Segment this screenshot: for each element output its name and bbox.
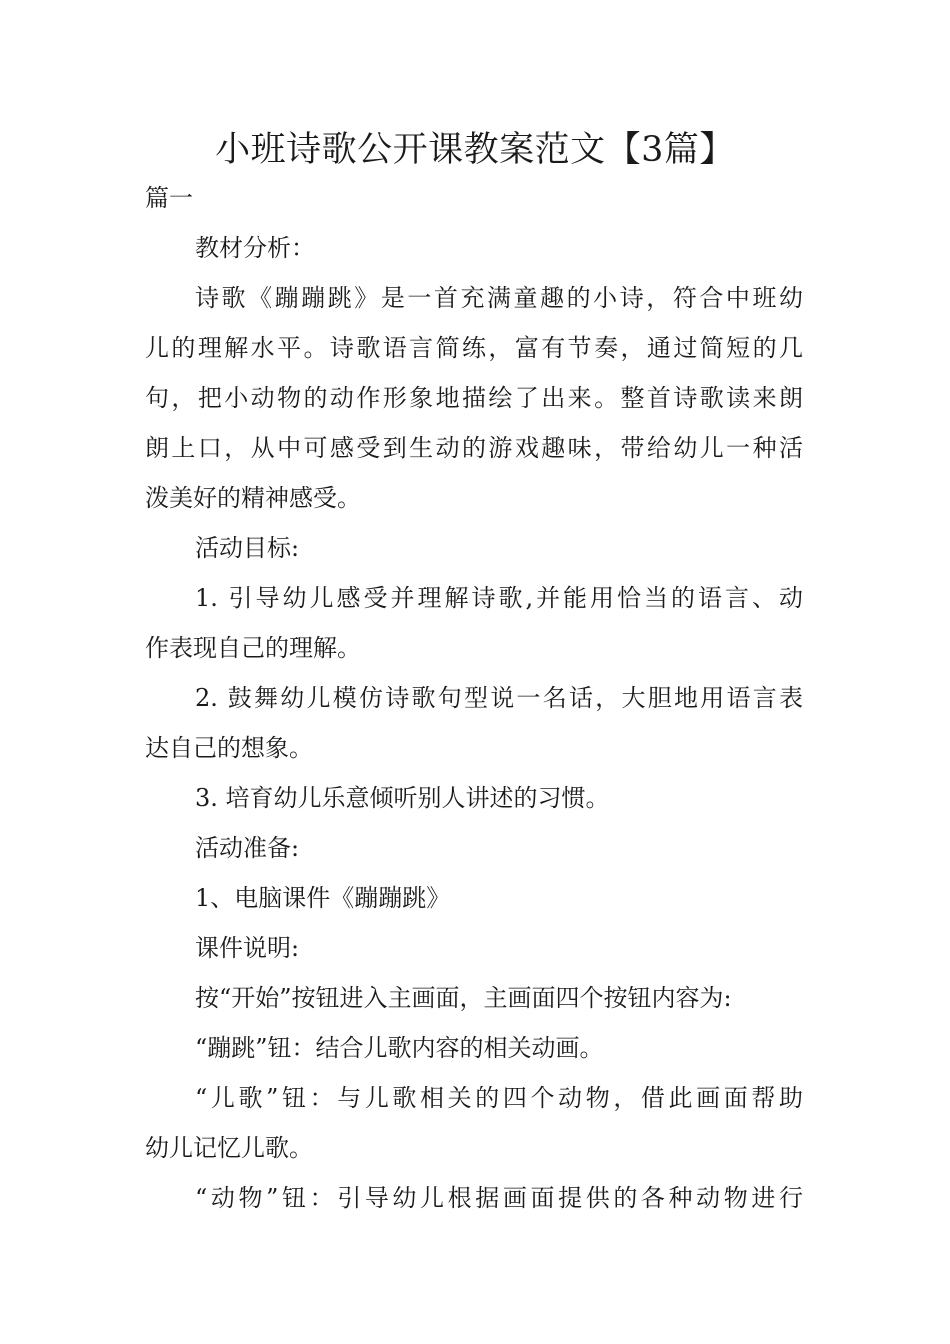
button-song-desc-line-1: “儿歌”钮：与儿歌相关的四个动物，借此画面帮助	[195, 1084, 803, 1112]
goals-heading: 活动目标:	[195, 534, 300, 562]
goal-1-line-2: 作表现自己的理解。	[145, 634, 361, 662]
courseware-heading: 课件说明:	[195, 934, 300, 962]
material-line-3: 句，把小动物的动作形象地描绘了出来。整首诗歌读来朗	[145, 384, 803, 412]
prep-item-1: 1、电脑课件《蹦蹦跳》	[195, 884, 451, 912]
courseware-intro: 按“开始”按钮进入主画面，主画面四个按钮内容为:	[195, 984, 732, 1012]
material-line-2: 儿的理解水平。诗歌语言简练，富有节奏，通过简短的几	[145, 334, 803, 362]
material-line-5: 泼美好的精神感受。	[145, 484, 361, 512]
button-animal-desc: “动物”钮：引导幼儿根据画面提供的各种动物进行	[195, 1184, 803, 1212]
button-jump-desc: “蹦跳”钮：结合儿歌内容的相关动画。	[195, 1034, 604, 1062]
section-label: 篇一	[145, 184, 193, 212]
material-line-4: 朗上口，从中可感受到生动的游戏趣味，带给幼儿一种活	[145, 434, 803, 462]
goal-2-line-2: 达自己的想象。	[145, 734, 313, 762]
document-title: 小班诗歌公开课教案范文【3篇】	[215, 130, 735, 170]
goal-2-line-1: 2. 鼓舞幼儿模仿诗歌句型说一名话，大胆地用语言表	[195, 684, 803, 712]
prep-heading: 活动准备:	[195, 834, 300, 862]
material-line-1: 诗歌《蹦蹦跳》是一首充满童趣的小诗，符合中班幼	[195, 284, 803, 312]
material-heading: 教材分析：	[195, 234, 315, 262]
goal-1-line-1: 1. 引导幼儿感受并理解诗歌,并能用恰当的语言、动	[195, 584, 803, 612]
button-song-desc-line-2: 幼儿记忆儿歌。	[145, 1134, 313, 1162]
goal-3: 3. 培育幼儿乐意倾听别人讲述的习惯。	[195, 784, 610, 812]
